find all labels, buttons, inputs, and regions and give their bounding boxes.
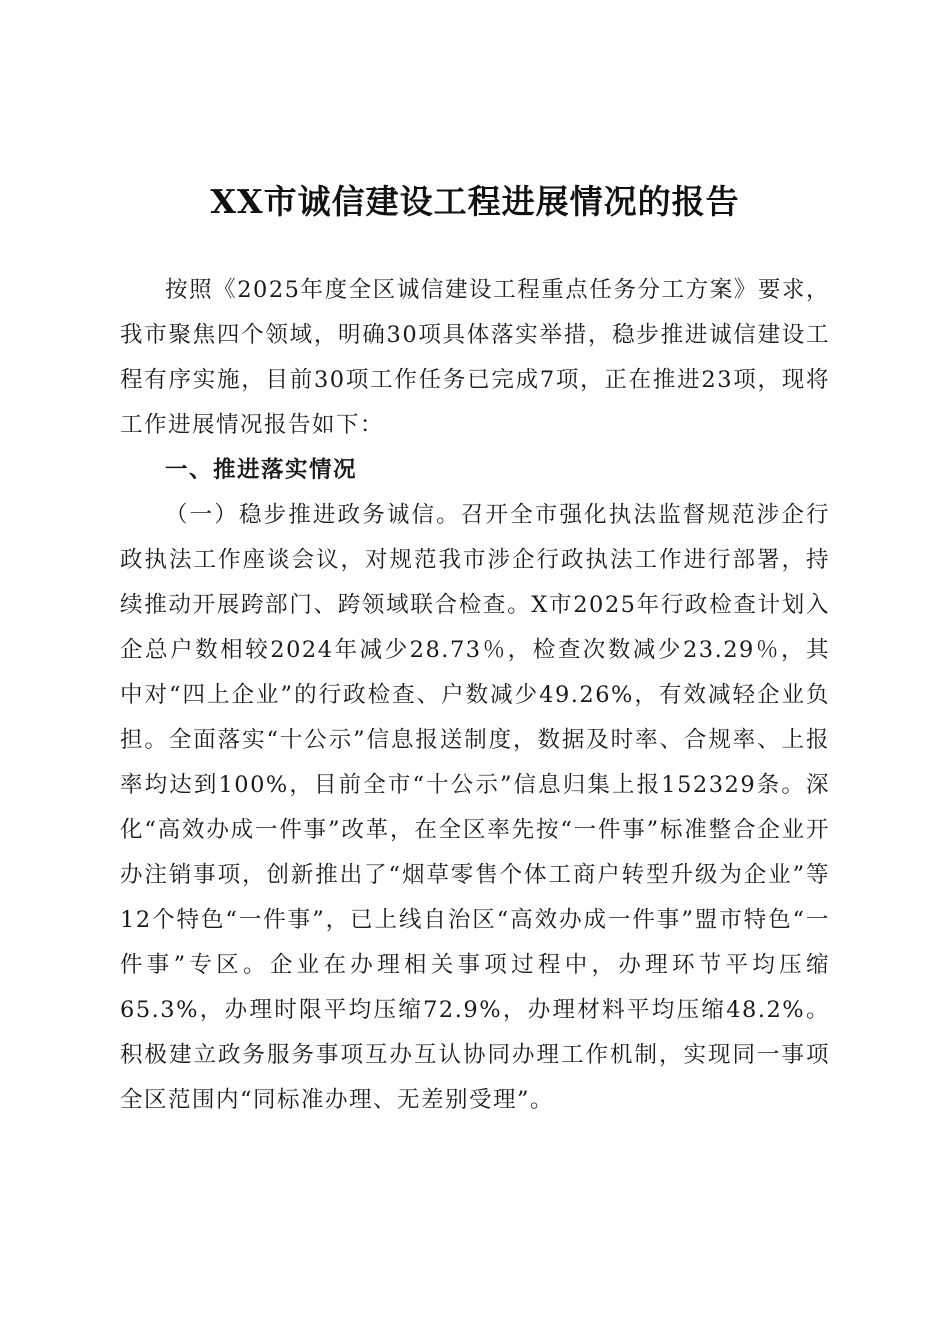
document-title: XX市诚信建设工程进展情况的报告: [210, 182, 740, 221]
subsection-paragraph: [120, 493, 830, 1123]
document-body: [120, 268, 830, 1123]
section-heading: 一、推进落实情况: [165, 457, 358, 483]
subsection-lead: （一）稳步推进政务诚信。: [165, 502, 461, 528]
subsection-body: 召开全市强化执法监督规范涉企行政执法工作座谈会议，对规范我市涉企行政执法工作进行部署，持续推动开展跨部门、跨领域联合检查。X市2025年行政检查计划入企总户数相较2024年减少28.73％，检查次数减少23.29％，其中对“四上企业”的行政检查、户数减少49.26%，有效减轻企业负担。全面落实“十公示”信息报送制度，数据及时率、合规率、上报率均达到100%，目前全市“十公示”信息归集上报152329条。深化“高效办成一件事”改革，在全区率先按“一件事”标准整合企业开办注销事项，创新推出了“烟草零售个体工商户转型升级为企业”等12个特色“一件事”，已上线自治区“高效办成一件事”盟市特色“一件事”专区。企业在办理相关事项过程中，办理环节平均压缩65.3%，办理时限平均压缩72.9%，办理材料平均压缩48.2%。积极建立政务服务事项互办互认协同办理工作机制，实现同一事项全区范围内“同标准办理、无差别受理”。: [120, 502, 830, 1113]
intro-paragraph: 按照《2025年度全区诚信建设工程重点任务分工方案》要求，我市聚焦四个领域，明确30项具体落实举措，稳步推进诚信建设工程有序实施，目前30项工作任务已完成7项，正在推进23项，现将工作进展情况报告如下：: [120, 277, 830, 438]
